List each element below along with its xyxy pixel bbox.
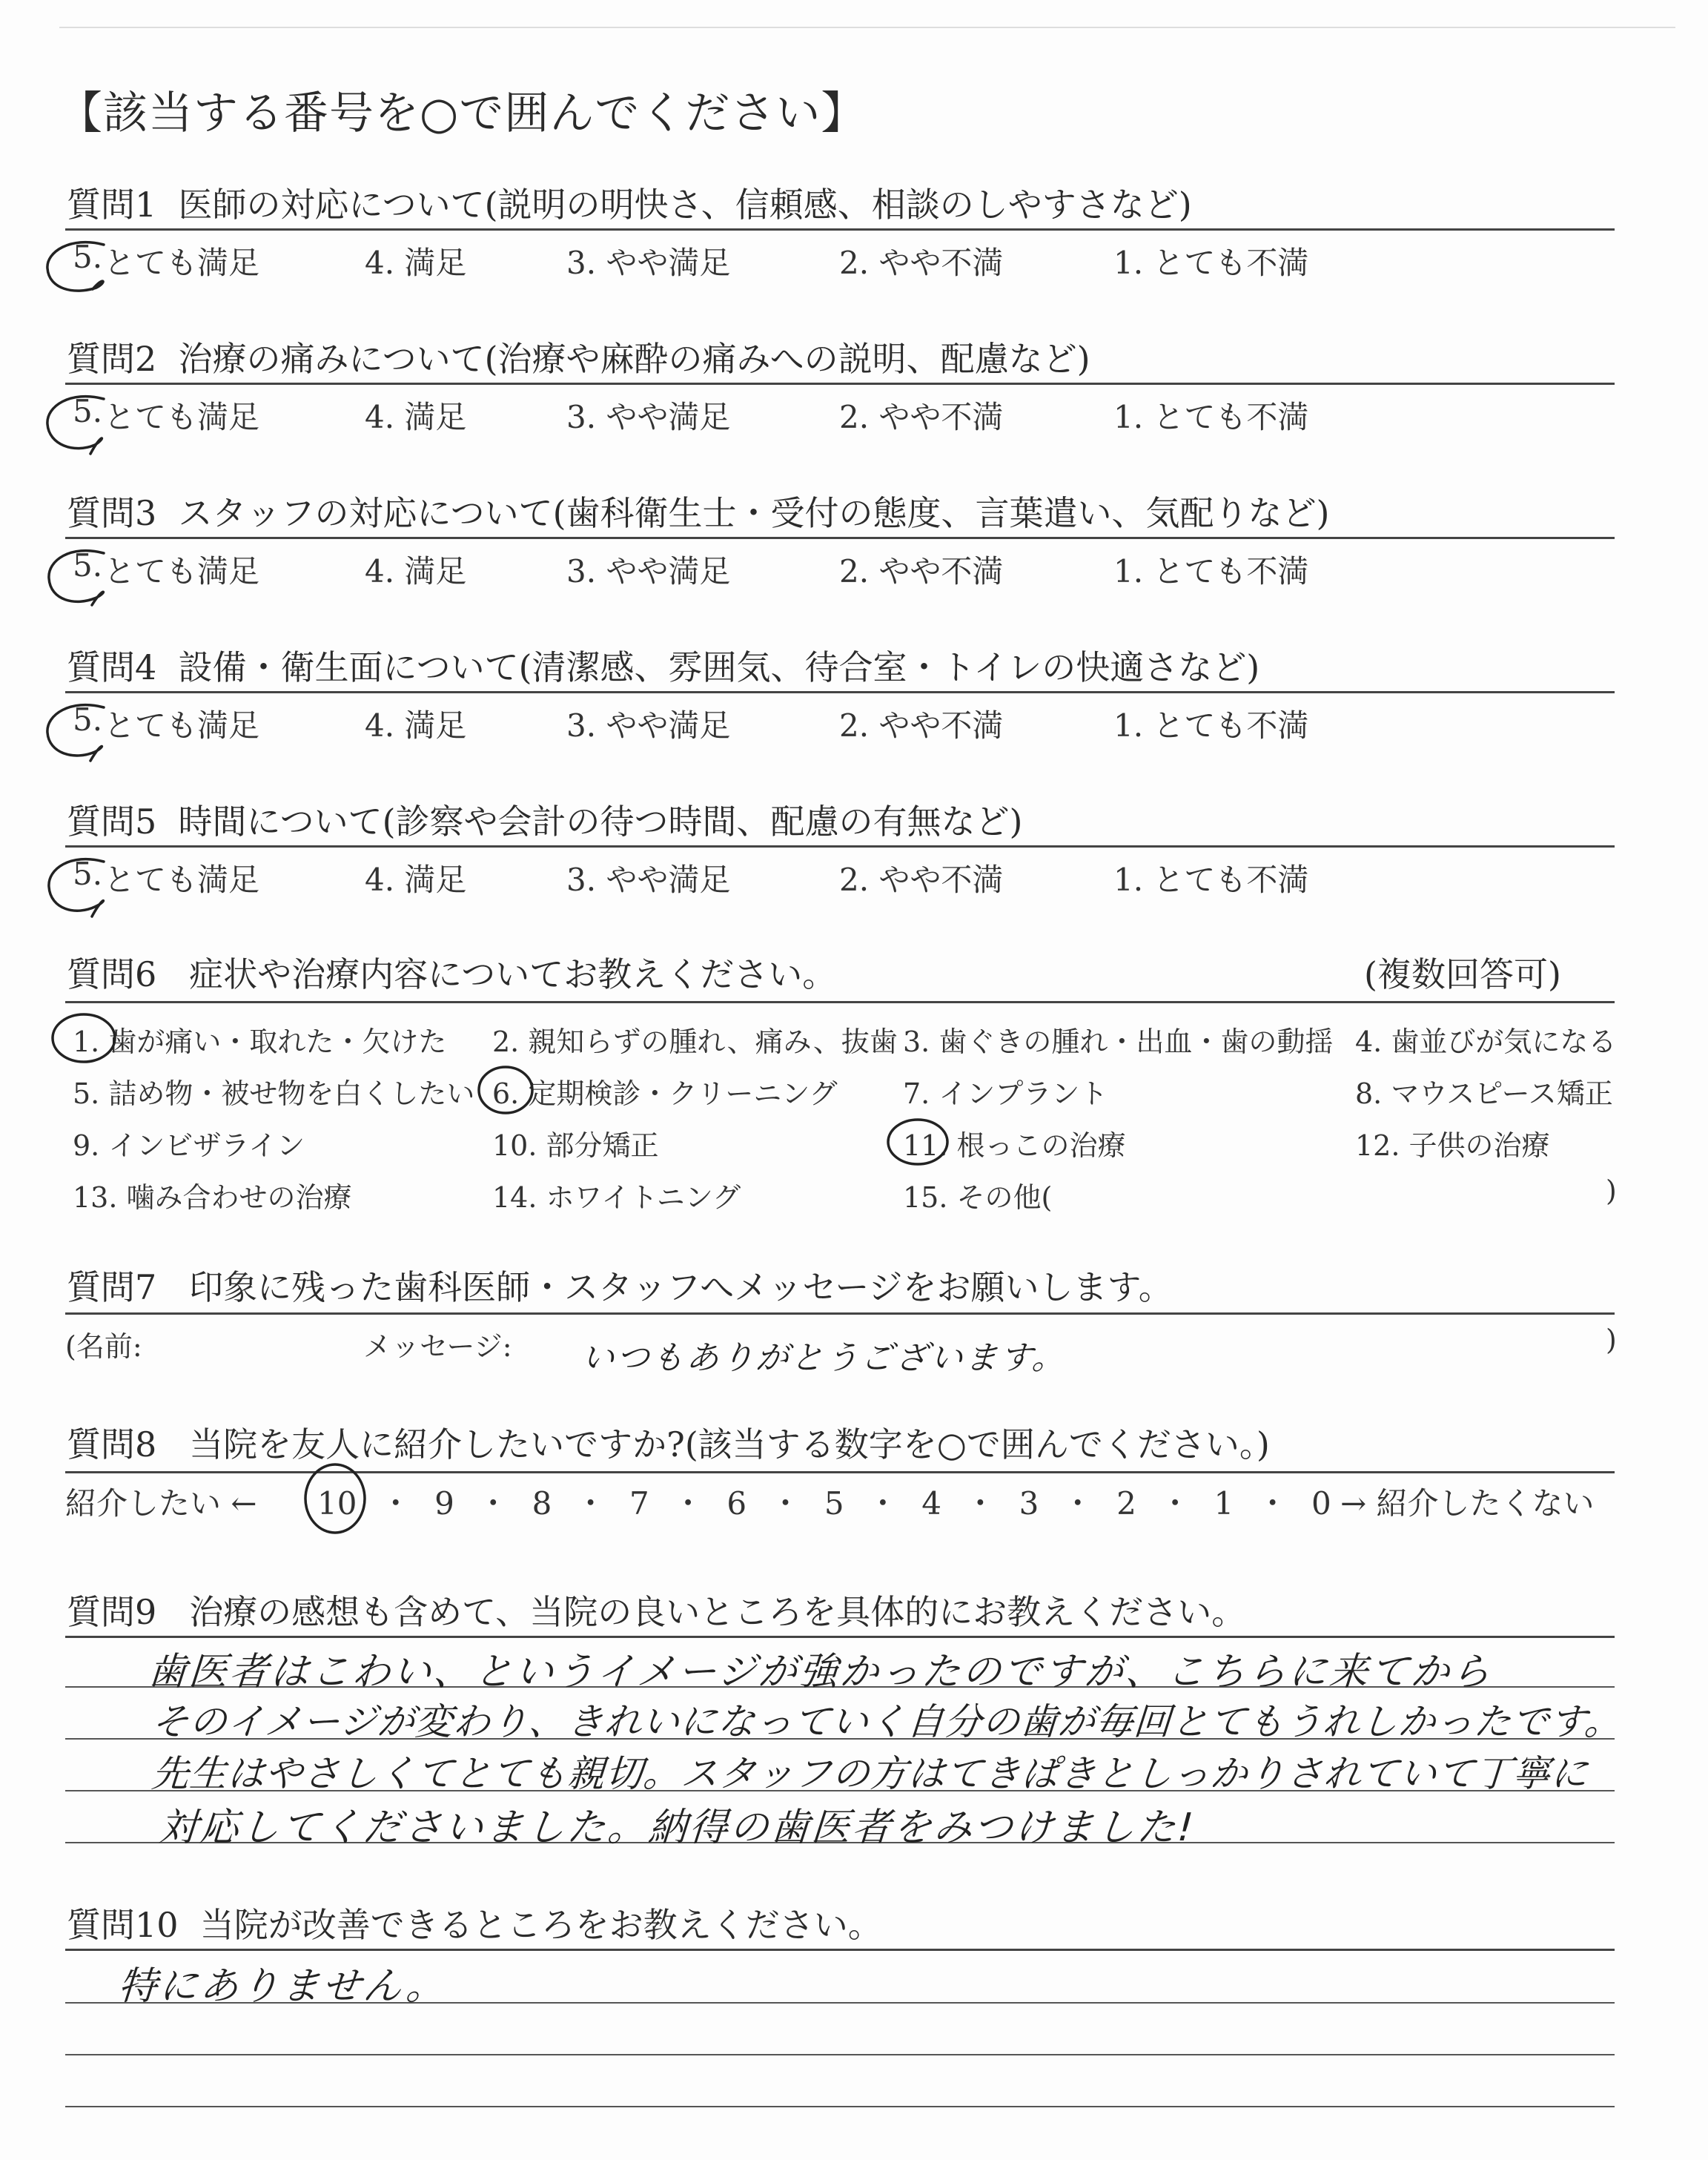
q5-option-3[interactable]: 3. やや満足 — [566, 862, 731, 898]
q2-option-5[interactable]: 1. とても不満 — [1113, 399, 1309, 435]
q10-label: 質問10 — [67, 1905, 179, 1945]
q8-heading — [67, 1418, 1270, 1467]
q2-option-3[interactable]: 3. やや満足 — [566, 399, 731, 435]
q4-option-4[interactable]: 2. やや不満 — [839, 707, 1004, 744]
q6-other-close: ) — [1606, 1175, 1617, 1207]
q8-right-label: → 紹介したくない — [1340, 1485, 1595, 1522]
q7-message-label: メッセージ: — [363, 1330, 512, 1363]
q2-option-0[interactable]: 5. — [73, 393, 103, 429]
q9-answer-line-3[interactable]: 先生はやさしくてとても親切。スタッフの方はてきぱきとしっかりされていて丁寧に — [150, 1752, 1590, 1795]
q4-option-1[interactable]: とても満足 — [104, 707, 260, 744]
q6-rule — [65, 1001, 1615, 1003]
q6-option-9[interactable]: 9. インビザライン — [73, 1129, 305, 1162]
q8-left-label: 紹介したい ← — [65, 1485, 257, 1522]
q6-text: 症状や治療内容についてお教えください。 — [189, 954, 837, 994]
q4-option-2[interactable]: 4. 満足 — [365, 707, 467, 744]
q6-option-14[interactable]: 14. ホワイトニング — [492, 1181, 741, 1214]
q5-text: 時間について(診察や会計の待つ時間、配慮の有無など) — [178, 802, 1023, 842]
q9-rule-0 — [65, 1636, 1615, 1638]
q5-option-5[interactable]: 1. とても不満 — [1113, 862, 1309, 898]
q6-option-11[interactable]: 11. 根っこの治療 — [903, 1129, 1126, 1162]
q7-heading — [67, 1261, 1173, 1309]
q7-label: 質問7 — [67, 1267, 157, 1307]
q3-text: スタッフの対応について(歯科衛生士・受付の態度、言葉遣い、気配りなど) — [178, 493, 1330, 533]
q1-option-0[interactable]: 5. — [73, 239, 103, 275]
q6-option-4[interactable]: 4. 歯並びが気になる — [1355, 1025, 1617, 1058]
q1-option-3[interactable]: 3. やや満足 — [566, 245, 731, 281]
q6-option-10[interactable]: 10. 部分矯正 — [492, 1129, 659, 1162]
q4-option-3[interactable]: 3. やや満足 — [566, 707, 731, 744]
q9-text: 治療の感想も含めて、当院の良いところを具体的にお教えください。 — [189, 1592, 1246, 1632]
q9-answer-line-4[interactable]: 対応してくださいました。納得の歯医者をみつけました! — [157, 1806, 1197, 1850]
q3-option-0[interactable]: 5. — [73, 547, 103, 584]
q9-heading — [67, 1585, 1245, 1634]
q6-option-3[interactable]: 3. 歯ぐきの腫れ・出血・歯の動揺 — [903, 1025, 1334, 1058]
q4-text: 設備・衛生面について(清潔感、雰囲気、待合室・トイレの快適さなど) — [178, 647, 1260, 687]
q6-option-2[interactable]: 2. 親知らずの腫れ、痛み、抜歯 — [492, 1025, 898, 1058]
q3-option-1[interactable]: とても満足 — [104, 553, 260, 589]
instructions-title: 【該当する番号を○で囲んでください】 — [58, 87, 867, 139]
q1-label: 質問1 — [67, 185, 157, 225]
q9-answer-line-1[interactable]: 歯医者はこわい、というイメージが強かったのですが、こちらに来てから — [146, 1650, 1494, 1694]
q5-rule — [65, 845, 1615, 848]
q8-scale[interactable]: 10 ・ 9 ・ 8 ・ 7 ・ 6 ・ 5 ・ 4 ・ 3 ・ 2 ・ 1 ・ 0 — [317, 1485, 1331, 1522]
q2-option-1[interactable]: とても満足 — [104, 399, 260, 435]
q4-rule — [65, 691, 1615, 693]
q2-rule — [65, 383, 1615, 385]
q6-note: (複数回答可) — [1364, 954, 1561, 994]
q10-text: 当院が改善できるところをお教えください。 — [199, 1905, 882, 1945]
q3-option-3[interactable]: 3. やや満足 — [566, 553, 731, 589]
q3-option-4[interactable]: 2. やや不満 — [839, 553, 1004, 589]
q3-option-2[interactable]: 4. 満足 — [365, 553, 467, 589]
q8-label: 質問8 — [67, 1424, 157, 1464]
q2-text: 治療の痛みについて(治療や麻酔の痛みへの説明、配慮など) — [178, 339, 1090, 379]
q6-option-8[interactable]: 8. マウスピース矯正 — [1355, 1077, 1613, 1110]
q10-answer[interactable]: 特にありません。 — [116, 1964, 448, 2009]
q6-option-12[interactable]: 12. 子供の治療 — [1355, 1129, 1550, 1162]
q4-heading — [67, 641, 1260, 690]
q2-option-2[interactable]: 4. 満足 — [365, 399, 467, 435]
q5-option-1[interactable]: とても満足 — [104, 862, 260, 898]
q10-rule-2 — [65, 2054, 1615, 2055]
q1-heading — [67, 178, 1192, 227]
q9-label: 質問9 — [67, 1592, 157, 1632]
q5-label: 質問5 — [67, 802, 157, 842]
q6-option-7[interactable]: 7. インプラント — [903, 1077, 1108, 1110]
q6-heading — [67, 948, 836, 997]
q3-option-5[interactable]: 1. とても不満 — [1113, 553, 1309, 589]
q6-label: 質問6 — [67, 954, 157, 994]
q1-rule — [65, 228, 1615, 231]
q3-label: 質問3 — [67, 493, 157, 533]
q8-rule — [65, 1471, 1615, 1473]
q5-option-0[interactable]: 5. — [73, 856, 103, 892]
q8-text: 当院を友人に紹介したいですか?(該当する数字を○で囲んでください。) — [189, 1424, 1270, 1464]
q3-heading — [67, 486, 1330, 535]
q1-option-4[interactable]: 2. やや不満 — [839, 245, 1004, 281]
q7-text: 印象に残った歯科医師・スタッフへメッセージをお願いします。 — [189, 1267, 1173, 1307]
q6-option-6[interactable]: 6. 定期検診・クリーニング — [492, 1077, 838, 1110]
q1-option-1[interactable]: とても満足 — [104, 245, 260, 281]
q7-message[interactable]: いつもありがとうございます。 — [580, 1339, 1068, 1377]
q7-close-paren: ) — [1606, 1324, 1617, 1356]
q2-heading — [67, 332, 1090, 381]
q9-answer-line-2[interactable]: そのイメージが変わり、きれいになっていく自分の歯が毎回とてもうれしかったです。 — [150, 1700, 1624, 1743]
q4-option-0[interactable]: 5. — [73, 701, 103, 738]
q6-option-15[interactable]: 15. その他( — [903, 1181, 1053, 1214]
q1-option-5[interactable]: 1. とても不満 — [1113, 245, 1309, 281]
q4-option-5[interactable]: 1. とても不満 — [1113, 707, 1309, 744]
q6-option-1[interactable]: 1. 歯が痛い・取れた・欠けた — [73, 1025, 447, 1058]
q7-rule — [65, 1312, 1615, 1315]
q1-option-2[interactable]: 4. 満足 — [365, 245, 467, 281]
q7-name-label: (名前: — [65, 1330, 142, 1363]
scan-edge — [59, 27, 1675, 28]
q5-option-2[interactable]: 4. 満足 — [365, 862, 467, 898]
q2-option-4[interactable]: 2. やや不満 — [839, 399, 1004, 435]
q6-option-13[interactable]: 13. 噛み合わせの治療 — [73, 1181, 352, 1214]
q10-rule-3 — [65, 2106, 1615, 2107]
q3-rule — [65, 537, 1615, 539]
q5-option-4[interactable]: 2. やや不満 — [839, 862, 1004, 898]
q6-option-5[interactable]: 5. 詰め物・被せ物を白くしたい — [73, 1077, 475, 1110]
q2-label: 質問2 — [67, 339, 157, 379]
q10-heading — [67, 1898, 882, 1947]
q4-label: 質問4 — [67, 647, 157, 687]
q5-heading — [67, 795, 1023, 844]
q10-rule-0 — [65, 1949, 1615, 1951]
q1-text: 医師の対応について(説明の明快さ、信頼感、相談のしやすさなど) — [178, 185, 1192, 225]
